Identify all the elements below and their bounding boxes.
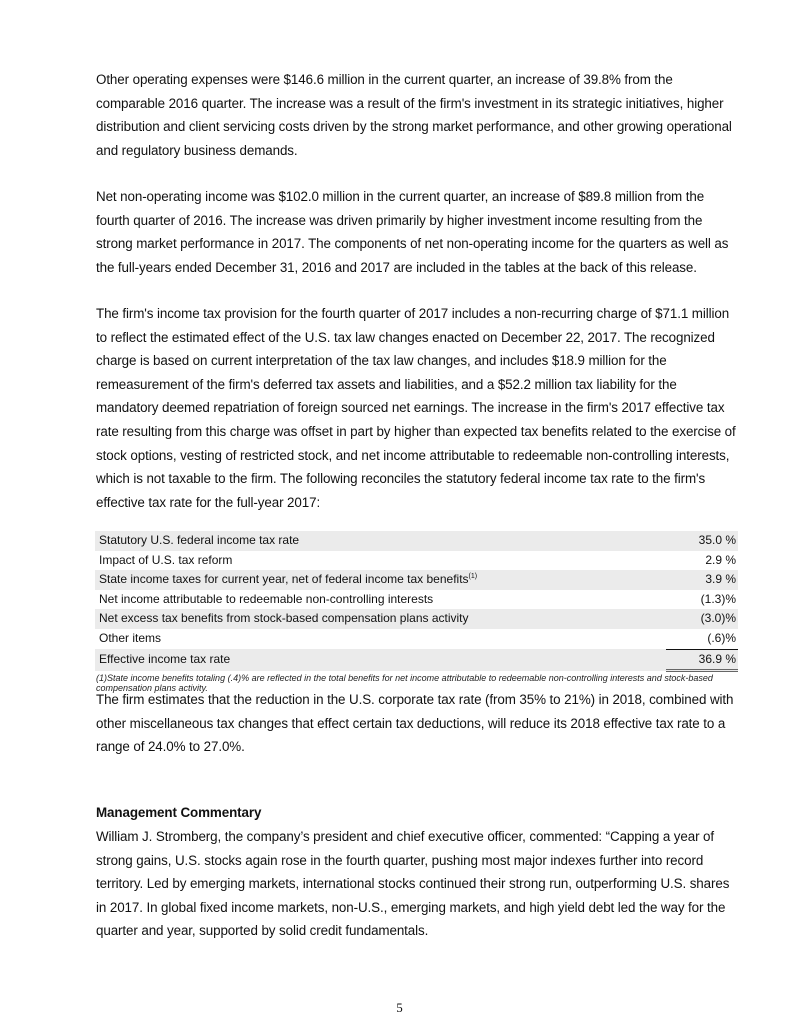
row-value: (3.0)%	[666, 609, 738, 629]
section-heading-management-commentary: Management Commentary	[96, 805, 262, 820]
row-label: Net income attributable to redeemable non-controlling interests	[99, 591, 434, 606]
row-label: Other items	[99, 631, 162, 646]
table-footnote: (1)State income benefits totaling (.4)% are reflected in the total benefits for net income attributable to redeemable non-controlling interests and stock-based compensation plans activity.	[96, 673, 713, 693]
paragraph-income-tax-provision: The firm's income tax provision for the fourth quarter of 2017 includes a non-recurring charge of $71.1 million to reflect the estimated effect of the U.S. tax law changes enacted on December 22, 2017. The recognized charge is based on current interpretation of the tax law changes, and includes $18.9 million for the remeasurement of the firm's deferred tax assets and liabilities, and a $52.2 million tax liability for the mandatory deemed repatriation of foreign sourced net earnings. The increase in the firm's 2017 effective tax rate resulting from this charge was offset in part by higher than expected tax benefits related to the exercise of stock options, vesting of restricted stock, and net income attributable to redeemable non-controlling interests, which is not taxable to the firm. The following reconciles the statutory federal income tax rate to the firm's effective tax rate for the full-year 2017:	[96, 306, 736, 510]
table-row	[95, 570, 738, 590]
row-value: 35.0 %	[666, 531, 738, 551]
row-label: Net excess tax benefits from stock-based compensation plans activity	[95, 609, 666, 629]
paragraph-tax-rate-estimate: The firm estimates that the reduction in the U.S. corporate tax rate (from 35% to 21%) in 2018, combined with other miscellaneous tax changes that effect certain tax deductions, will reduce its 2018 effective tax rate to a range of 24.0% to 27.0%.	[96, 692, 734, 755]
tax-rate-reconciliation-table	[95, 531, 738, 672]
row-value: 2.9 %	[705, 552, 736, 567]
row-value: (1.3)%	[700, 591, 736, 606]
footnote-marker: (1)	[468, 573, 478, 581]
row-value: (.6)%	[666, 629, 738, 649]
table-row	[95, 590, 738, 610]
table-row	[95, 609, 738, 629]
table-row	[95, 551, 738, 571]
page-number: 5	[396, 1000, 403, 1015]
row-label: Impact of U.S. tax reform	[99, 552, 233, 567]
row-label: State income taxes for current year, net of federal income tax benefits	[99, 572, 469, 587]
table-row	[95, 629, 738, 649]
row-label: Effective income tax rate	[95, 649, 666, 671]
row-value: 3.9 %	[666, 570, 738, 590]
table-total-row	[95, 649, 738, 671]
paragraph-other-operating-expenses: Other operating expenses were $146.6 million in the current quarter, an increase of 39.8% from the comparable 2016 quarter. The increase was a result of the firm's investment in its strategic initiatives, higher distribution and client servicing costs driven by the strong market performance, and other growing operational and regulatory business demands.	[96, 72, 732, 158]
table-row	[95, 531, 738, 551]
row-value: 36.9 %	[666, 649, 738, 671]
row-label: Statutory U.S. federal income tax rate	[95, 531, 666, 551]
paragraph-net-non-operating-income: Net non-operating income was $102.0 million in the current quarter, an increase of $89.8 million from the fourth quarter of 2016. The increase was driven primarily by higher investment income resulting from the strong market performance in 2017. The components of net non-operating income for the quarters as well as the full-years ended December 31, 2016 and 2017 are included in the tables at the back of this release.	[96, 189, 729, 275]
paragraph-management-commentary: William J. Stromberg, the company’s president and chief executive officer, commented: “Capping a year of strong gains, U.S. stocks again rose in the fourth quarter, pushing most major indexes further into record territory. Led by emerging markets, international stocks continued their strong run, outperforming U.S. shares in 2017. In global fixed income markets, non-U.S., emerging markets, and high yield debt led the way for the quarter and year, supported by solid credit fundamentals.	[96, 829, 730, 939]
row-label-cell	[95, 570, 666, 590]
